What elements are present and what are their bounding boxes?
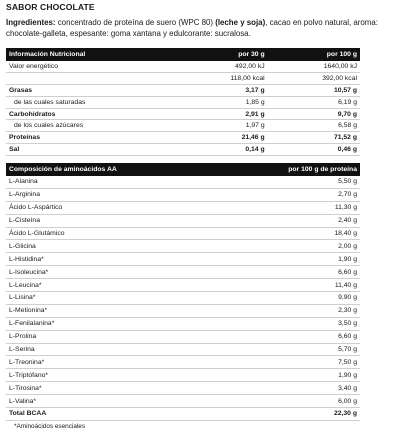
amino-name: L-Histidina* [6,253,244,266]
nutrition-header-100g: por 100 g [268,48,360,61]
amino-name: L-Prolina [6,330,244,343]
nutrition-body [6,61,360,156]
amino-name: L-Fenilalanina* [6,317,244,330]
amino-value: 2,00 g [244,240,360,253]
nutrient-name: Sal [6,144,169,156]
nutrient-value-30g: 118,00 kcal [169,72,268,84]
amino-value: 11,30 g [244,201,360,214]
nutrient-value-30g: 1,85 g [169,96,268,108]
nutrition-header-30g: por 30 g [169,48,268,61]
amino-header-value: por 100 g de proteína [244,163,360,176]
amino-row [6,317,360,330]
nutrient-name: de las cuales saturadas [6,96,169,108]
amino-row [6,343,360,356]
nutrient-value-100g: 6,19 g [268,96,360,108]
ingredients-allergens: (leche y soja) [215,18,266,27]
amino-row [6,330,360,343]
nutrient-value-100g: 392,00 kcal [268,72,360,84]
amino-value: 7,50 g [244,356,360,369]
total-bcaa-row [6,408,360,421]
amino-value: 1,90 g [244,369,360,382]
amino-name: L-Leucina* [6,279,244,292]
amino-value: 2,30 g [244,304,360,317]
amino-row [6,369,360,382]
nutrient-value-30g: 0,14 g [169,144,268,156]
nutrient-value-100g: 1640,00 kJ [268,61,360,72]
flavor-title: SABOR CHOCOLATE [6,2,95,12]
amino-value: 2,40 g [244,214,360,227]
amino-row [6,266,360,279]
nutrient-value-100g: 10,57 g [268,84,360,96]
nutrition-row [6,108,360,120]
amino-row [6,240,360,253]
amino-name: L-Metionina* [6,304,244,317]
amino-value: 1,90 g [244,253,360,266]
amino-name: L-Tirosina* [6,382,244,395]
nutrient-value-30g: 3,17 g [169,84,268,96]
nutrient-name [6,72,169,84]
nutrition-row [6,132,360,144]
nutrition-row [6,72,360,84]
amino-row [6,214,360,227]
amino-row [6,201,360,214]
amino-row [6,176,360,188]
amino-value: 3,50 g [244,317,360,330]
ingredients-label: Ingredientes: [6,18,56,27]
amino-row [6,292,360,305]
amino-row [6,253,360,266]
total-bcaa-label: Total BCAA [6,408,244,421]
amino-value: 3,40 g [244,382,360,395]
nutrient-name: Valor energético [6,61,169,72]
nutrient-value-30g: 492,00 kJ [169,61,268,72]
total-bcaa-value: 22,30 g [244,408,360,421]
essential-note-row [6,420,360,432]
nutrient-value-30g: 21,46 g [169,132,268,144]
amino-body [6,176,360,408]
ingredients-text-a: concentrado de proteína de suero (WPC 80) [55,18,216,27]
amino-name: L-Serina [6,343,244,356]
nutrition-row [6,120,360,132]
amino-value: 9,90 g [244,292,360,305]
nutrient-value-100g: 9,70 g [268,108,360,120]
amino-row [6,227,360,240]
amino-row [6,356,360,369]
amino-acid-table [6,163,360,433]
amino-value: 6,60 g [244,266,360,279]
nutrient-value-100g: 6,58 g [268,120,360,132]
nutrition-table [6,48,360,156]
ingredients-paragraph [6,17,410,40]
amino-row [6,279,360,292]
nutrition-row [6,96,360,108]
amino-name: L-Lisina* [6,292,244,305]
amino-value: 5,50 g [244,176,360,188]
amino-value: 11,40 g [244,279,360,292]
nutrient-name: Carbohidratos [6,108,169,120]
amino-row [6,304,360,317]
essential-amino-note: *Aminoácidos esenciales [14,423,86,431]
amino-value: 6,60 g [244,330,360,343]
nutrition-row [6,84,360,96]
amino-name: L-Triptófano* [6,369,244,382]
nutrient-name: Grasas [6,84,169,96]
amino-row [6,382,360,395]
amino-name: L-Treonina* [6,356,244,369]
nutrition-row [6,144,360,156]
amino-name: Ácido L-Glutámico [6,227,244,240]
nutrient-value-30g: 1,97 g [169,120,268,132]
amino-name: L-Isoleucina* [6,266,244,279]
nutrient-value-100g: 0,46 g [268,144,360,156]
amino-header-row [6,163,360,176]
amino-value: 6,00 g [244,395,360,408]
amino-name: L-Glicina [6,240,244,253]
amino-header-name: Composición de aminoácidos AA [6,163,244,176]
amino-name: L-Alanina [6,176,244,188]
amino-value: 18,40 g [244,227,360,240]
nutrient-name: de los cuales azúcares [6,120,169,132]
nutrition-header-row [6,48,360,61]
amino-value: 5,70 g [244,343,360,356]
nutrition-header-name: Información Nutricional [6,48,169,61]
ingredients-text-b: , cacao en polvo natural, aroma: chocolate-galleta, espesante: goma xantana y edulcorante: sucralosa. [6,18,378,39]
nutrition-row [6,61,360,72]
amino-name: Ácido L-Aspártico [6,201,244,214]
amino-value: 2,70 g [244,188,360,201]
amino-name: L-Valina* [6,395,244,408]
nutrient-name: Proteínas [6,132,169,144]
amino-name: L-Arginina [6,188,244,201]
nutrient-value-30g: 2,91 g [169,108,268,120]
amino-name: L-Cisteína [6,214,244,227]
nutrient-value-100g: 71,52 g [268,132,360,144]
amino-row [6,188,360,201]
amino-row [6,395,360,408]
